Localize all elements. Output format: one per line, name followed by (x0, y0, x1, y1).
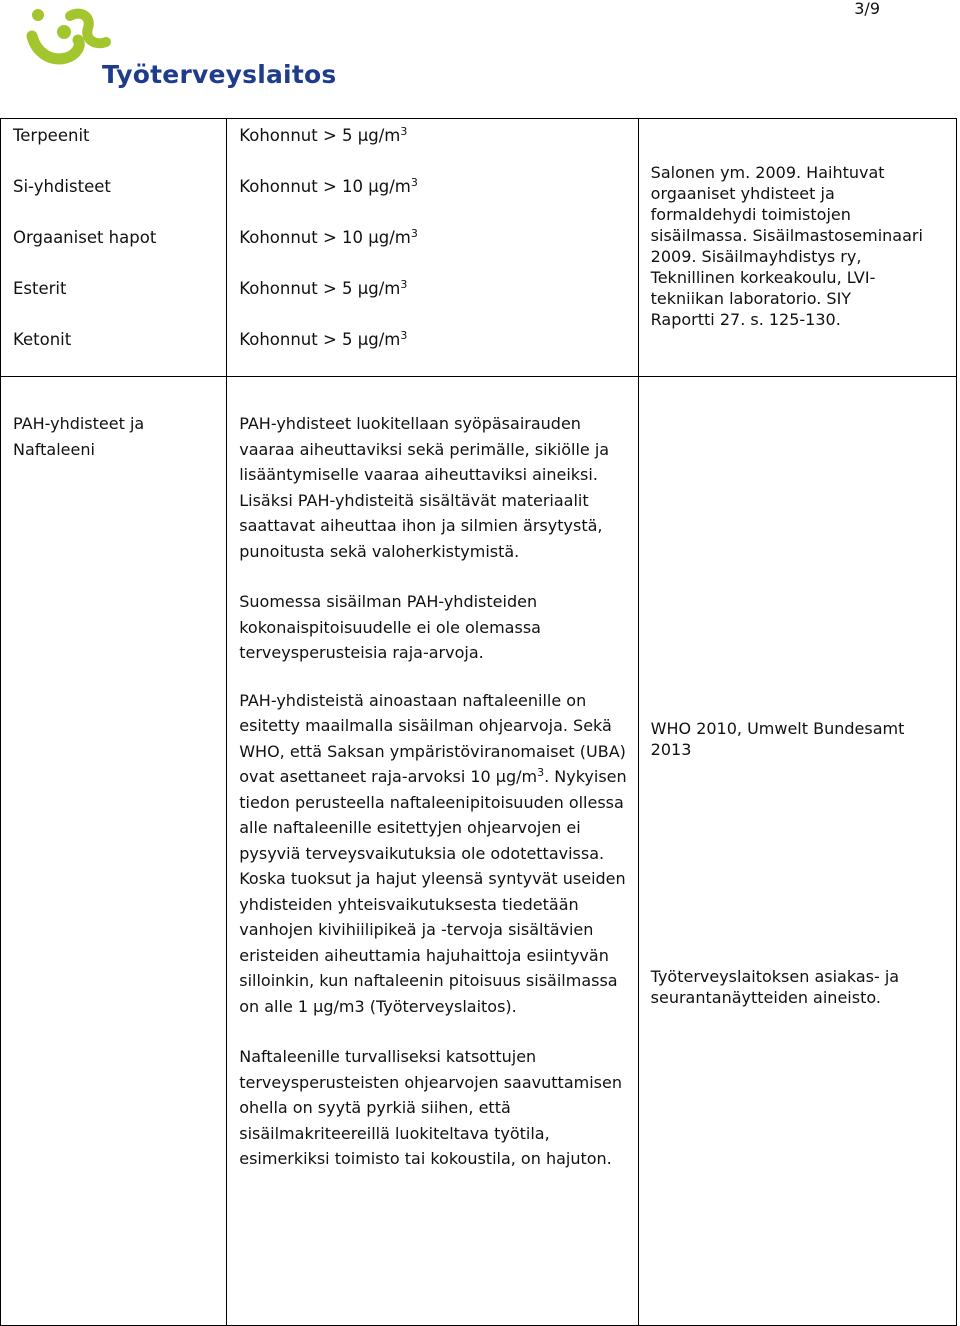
description-cell (227, 377, 638, 1326)
paragraph: PAH-yhdisteet luokitellaan syöpäsairauden vaaraa aiheuttaviksi sekä perimälle, sikiölle ja lisääntymiselle vaaraa aiheuttaviksi aineiksi. Lisäksi PAH-yhdisteitä sisältävät materiaalit saattavat aiheuttaa ihon ja silmien ärsytystä, punoitusta sekä valoherkistymistä. (239, 414, 610, 561)
value-cell (227, 119, 638, 377)
substance-pah: PAH-yhdisteet ja Naftaleeni (13, 414, 145, 459)
table-row (1, 119, 957, 377)
source-reference: Salonen ym. 2009. Haihtuvat orgaaniset yhdisteet ja formaldehydi toimistojen sisäilmassa. Sisäilmastoseminaari 2009. Sisäilmayhdistys ry, Teknillinen korkeakoulu, LVI- tekniikan laboratorio. SIY Raportti 27. s. 125-130. (650, 163, 923, 329)
substance-ketonit: Ketonit (13, 330, 72, 349)
page-number: 3/9 (854, 0, 880, 18)
substance-esterit: Esterit (13, 279, 67, 298)
table-row (1, 377, 957, 1326)
source-cell (638, 377, 956, 1326)
substance-table (0, 118, 957, 1326)
substance-si-yhdisteet: Si-yhdisteet (13, 177, 111, 196)
substance-orgaaniset-hapot: Orgaaniset hapot (13, 228, 157, 247)
value-item: Kohonnut > 5 $\mu g/m^3$ (239, 278, 408, 298)
substance-cell (1, 377, 227, 1326)
paragraph: PAH-yhdisteistä ainoastaan naftaleenille on esitetty maailmalla sisäilman ohjearvoja. Sekä WHO, että Saksan ympäristöviranomaiset (UBA) ovat asettaneet raja-arvoksi 10 $\mu g/m^3$. Nykyisen tiedon perusteella naftaleenipitoisuuden ollessa alle naftaleenille esitettyjen ohjearvojen ei pysyviä terveysvaikutuksia ole odotettavissa. Koska tuoksut ja hajut yleensä syntyvät useiden yhdisteiden yhteisvaikutuksesta tiedetään vanhojen kivihiilipikeä ja -tervoja sisältävien eristeiden aiheuttamia hajuhaittoja esiintyvän silloinkin, kun naftaleenin pitoisuus sisäilmassa on alle 1 µg/m3 (Työterveyslaitos). (239, 690, 627, 1016)
source-reference: WHO 2010, Umwelt Bundesamt 2013 (650, 719, 905, 759)
substance-cell (1, 119, 227, 377)
source-reference: Työterveyslaitoksen asiakas- ja seurantanäytteiden aineisto. (650, 967, 900, 1007)
source-cell (638, 119, 956, 377)
logo-text: Työterveyslaitos (102, 60, 337, 89)
value-item: Kohonnut > 5 $\mu g/m^3$ (239, 329, 408, 349)
logo (26, 6, 337, 89)
substance-terpeenit: Terpeenit (13, 126, 90, 145)
paragraph: Naftaleenille turvalliseksi katsottujen terveysperusteisten ohjearvojen saavuttamisen ohella on syytä pyrkiä siihen, että sisäilmakriteereillä luokiteltava työtila, esimerkiksi toimisto tai kokoustila, on hajuton. (239, 1047, 622, 1168)
value-item: Kohonnut > 10 $\mu g/m^3$ (239, 176, 418, 196)
paragraph: Suomessa sisäilman PAH-yhdisteiden kokonaispitoisuudelle ei ole olemassa terveysperusteisia raja-arvoja. (239, 592, 541, 662)
value-item: Kohonnut > 10 $\mu g/m^3$ (239, 227, 418, 247)
value-item: Kohonnut > 5 $\mu g/m^3$ (239, 125, 408, 145)
